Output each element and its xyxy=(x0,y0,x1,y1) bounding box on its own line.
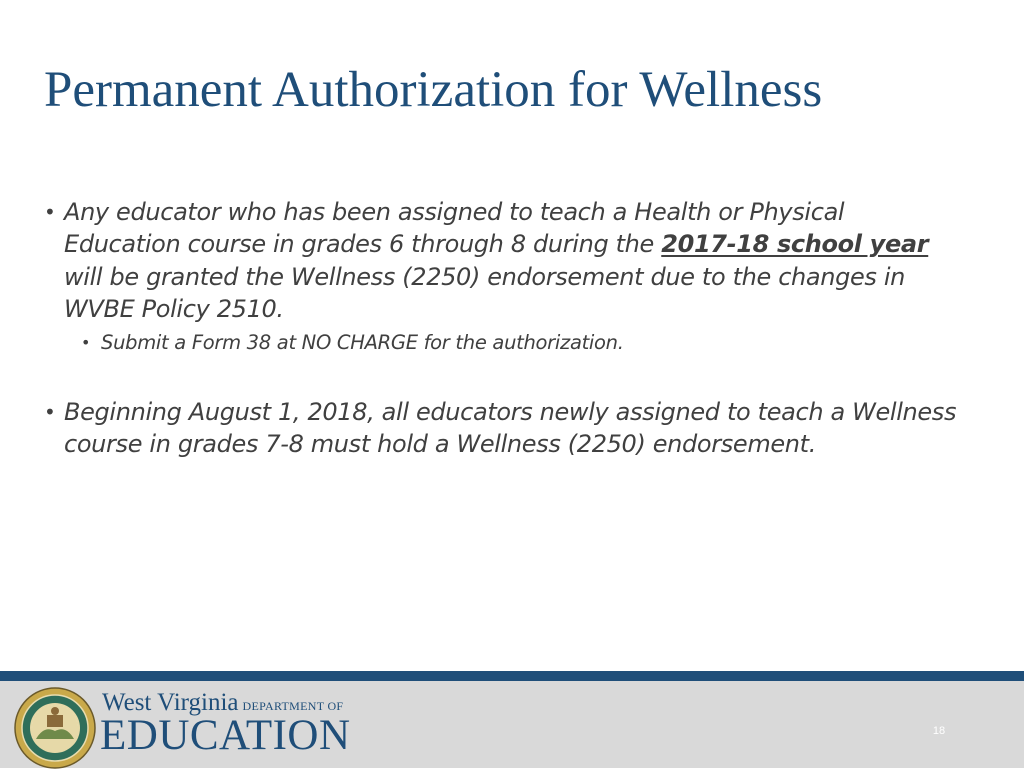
logo-department: DEPARTMENT OF xyxy=(242,699,344,713)
sub-bullet-dot-icon: • xyxy=(81,333,91,353)
slide-content xyxy=(44,196,964,461)
bullet-text-after: will be granted the Wellness (2250) endorsement due to the changes in WVBE Policy 2510. xyxy=(64,262,906,323)
bullet-dot-icon: • xyxy=(44,200,56,224)
bullet-item xyxy=(44,396,964,461)
footer xyxy=(0,681,1024,768)
bullet-item xyxy=(44,196,964,325)
slide-title: Permanent Authorization for Wellness xyxy=(44,62,823,118)
bullet-dot-icon: • xyxy=(44,400,56,425)
sub-bullet-item xyxy=(81,329,964,357)
bullet-text: Beginning August 1, 2018, all educators newly assigned to teach a Wellness course in grades 7-8 must hold a Wellness (2250) endorsement. xyxy=(64,398,957,459)
bullet-text-before: Any educator who has been assigned to teach a Health or Physical Education course in grades 6 through 8 during the xyxy=(64,198,845,259)
footer-strip xyxy=(0,671,1024,681)
logo-education: EDUCATION xyxy=(100,712,351,759)
bullet-emphasis: 2017-18 school year xyxy=(661,230,929,259)
state-seal-icon xyxy=(14,687,96,769)
logo-state-name: West Virginia xyxy=(102,689,239,716)
sub-bullet-text: Submit a Form 38 at NO CHARGE for the authorization. xyxy=(101,331,624,355)
page-number: 18 xyxy=(932,725,946,737)
